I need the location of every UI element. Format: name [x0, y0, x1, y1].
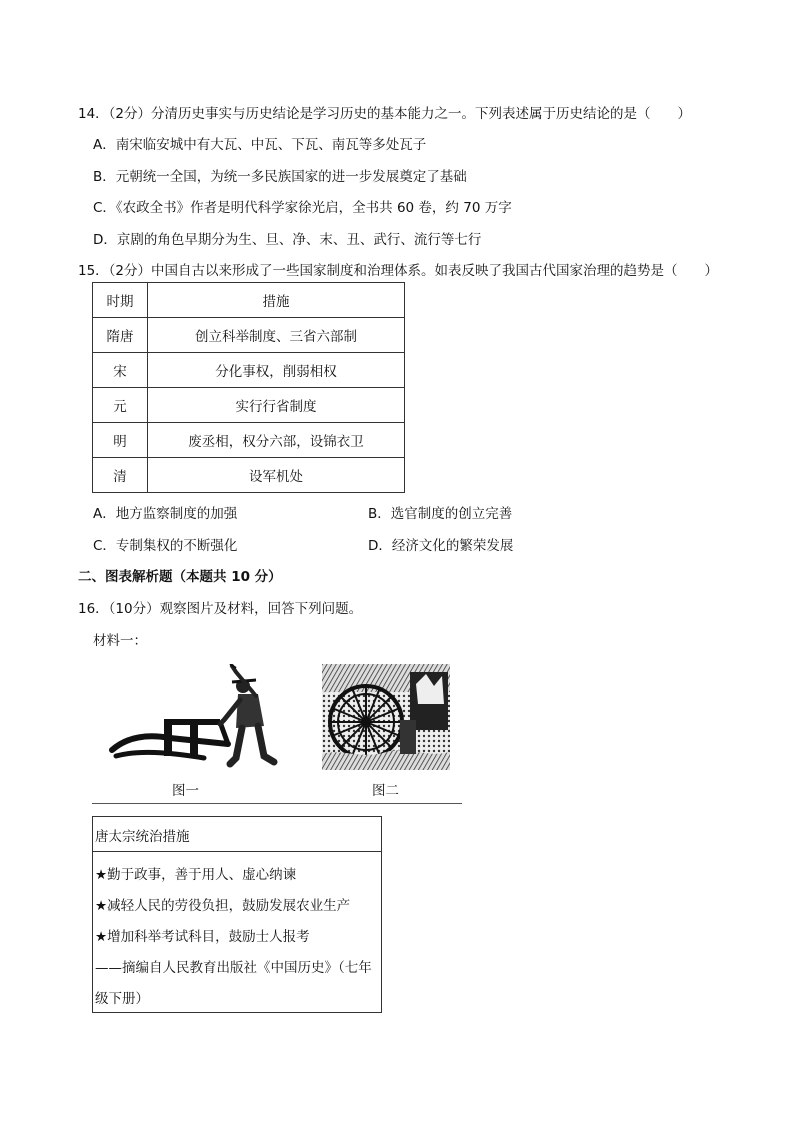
q15-option-a: A．地方监察制度的加强 — [93, 506, 238, 522]
table-row — [93, 423, 405, 458]
table-header-row — [93, 283, 405, 318]
table-cell: 设军机处 — [148, 458, 405, 493]
plough-illustration — [108, 664, 288, 774]
q15-option-b: B．选官制度的创立完善 — [368, 506, 513, 522]
q14-option-a: A．南宋临安城中有大瓦、中瓦、下瓦、南瓦等多处瓦子 — [93, 137, 427, 153]
q14-option-b: B．元朝统一全国，为统一多民族国家的进一步发展奠定了基础 — [93, 169, 467, 185]
figure2-caption: 图二 — [372, 783, 399, 799]
material-box-source: 级下册） — [95, 991, 149, 1007]
material-box-header — [93, 817, 381, 852]
table-header-cell: 措施 — [148, 283, 405, 318]
table-row — [93, 318, 405, 353]
q15-option-c: C．专制集权的不断强化 — [93, 538, 238, 554]
table-cell: 明 — [93, 423, 148, 458]
table-row — [93, 388, 405, 423]
material-label: 材料一： — [93, 633, 147, 649]
table-row — [93, 458, 405, 493]
material-box-line: ★减轻人民的劳役负担，鼓励发展农业生产 — [95, 898, 351, 914]
table-cell: 清 — [93, 458, 148, 493]
material-box-title: 唐太宗统治措施 — [95, 829, 190, 845]
table-cell: 分化事权，削弱相权 — [148, 353, 405, 388]
table-cell: 废丞相，权分六部，设锦衣卫 — [148, 423, 405, 458]
table-cell: 隋唐 — [93, 318, 148, 353]
table-cell: 实行行省制度 — [148, 388, 405, 423]
q16-stem: 16．（10分）观察图片及材料，回答下列问题。 — [78, 601, 363, 617]
waterwheel-illustration — [322, 664, 450, 770]
divider-line — [92, 803, 462, 804]
q15-table — [92, 282, 405, 493]
q14-option-c: C．《农政全书》作者是明代科学家徐光启，全书共 60 卷，约 70 万字 — [93, 200, 512, 216]
figure1-caption: 图一 — [172, 783, 199, 799]
section-heading: 二、图表解析题（本题共 10 分） — [78, 569, 282, 585]
table-cell: 创立科举制度、三省六部制 — [148, 318, 405, 353]
q15-stem: 15．（2分）中国自古以来形成了一些国家制度和治理体系。如表反映了我国古代国家治理的趋势是（ ） — [78, 263, 719, 279]
table-header-cell: 时期 — [93, 283, 148, 318]
material-box-source: ——摘编自人民教育出版社《中国历史》（七年 — [95, 960, 372, 976]
table-row — [93, 353, 405, 388]
table-cell: 元 — [93, 388, 148, 423]
table-cell: 宋 — [93, 353, 148, 388]
q15-option-d: D．经济文化的繁荣发展 — [368, 538, 514, 554]
q14-option-d: D．京剧的角色早期分为生、旦、净、末、丑、武行、流行等七行 — [93, 232, 482, 248]
q14-stem: 14．（2分）分清历史事实与历史结论是学习历史的基本能力之一。下列表述属于历史结论的是（ ） — [78, 106, 692, 122]
material-box-line: ★增加科举考试科目，鼓励士人报考 — [95, 929, 310, 945]
material-box — [92, 816, 382, 1013]
material-box-line: ★勤于政事，善于用人、虚心纳谏 — [95, 867, 297, 883]
